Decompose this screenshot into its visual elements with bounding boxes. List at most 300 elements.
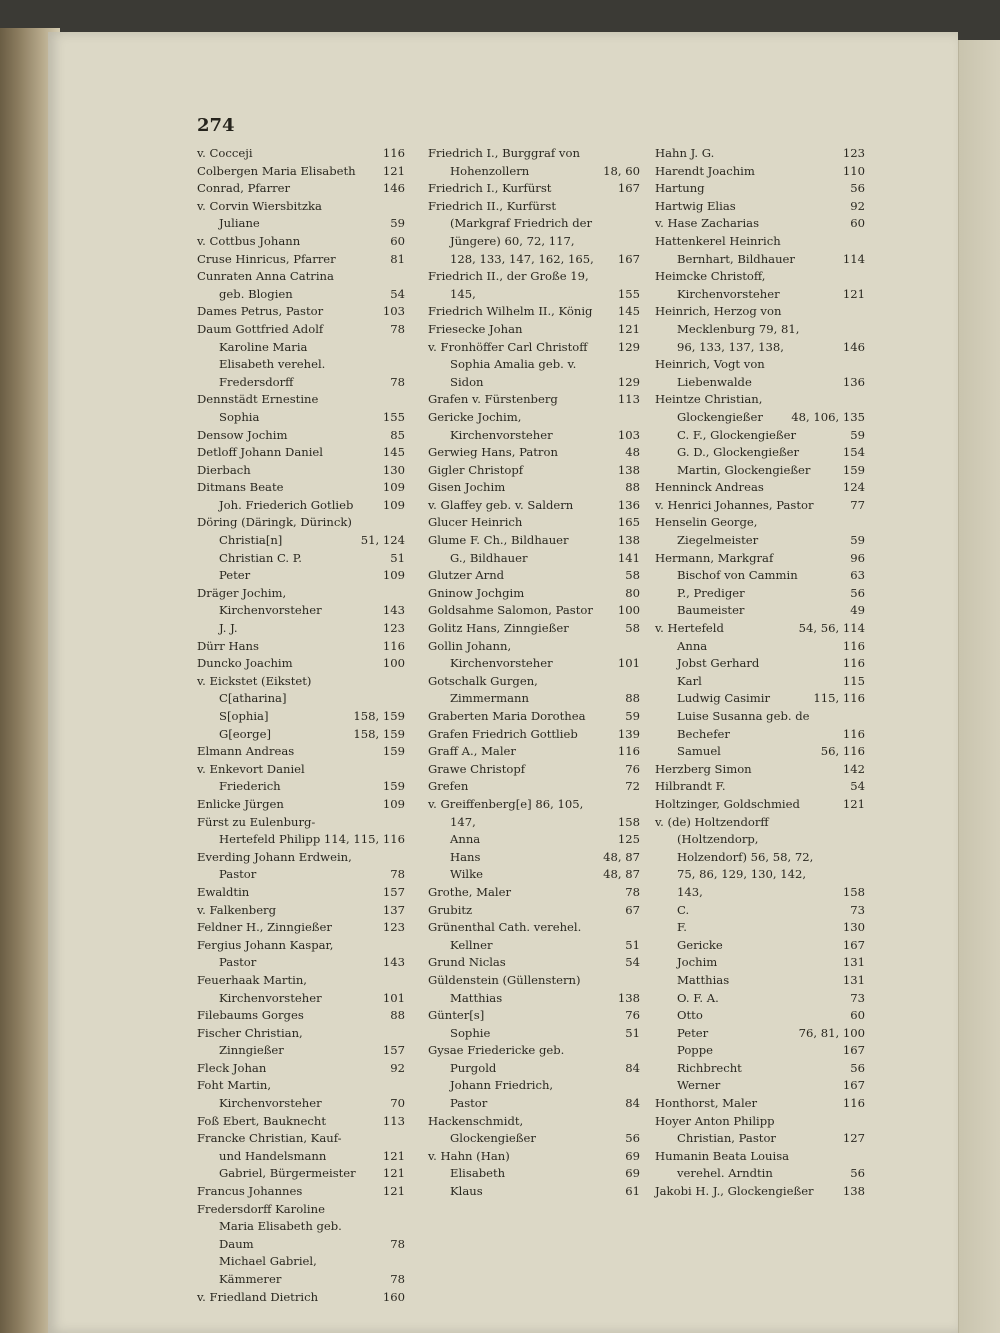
index-entry (197, 1289, 405, 1307)
index-entry (655, 1095, 865, 1113)
index-entry (428, 902, 640, 920)
entry-name: Friedrich I., Kurfürst (428, 181, 552, 196)
entry-name: Duncko Joachim (197, 656, 293, 671)
entry-pages: 54 (390, 286, 405, 301)
entry-pages: 158, 159 (353, 709, 405, 723)
index-entry (428, 726, 640, 744)
entry-pages: 56 (850, 181, 865, 196)
index-entry (655, 198, 865, 216)
entry-pages: 109 (382, 568, 405, 583)
entry-name: Martin, Glockengießer (677, 462, 811, 477)
entry-name: Baumeister (677, 603, 745, 618)
entry-pages: 121 (617, 321, 640, 336)
entry-pages: 63 (850, 568, 865, 583)
entry-pages: 56 (850, 1166, 865, 1181)
index-entry (428, 479, 640, 497)
entry-name: Elmann Andreas (197, 744, 295, 759)
entry-pages: 49 (850, 603, 865, 618)
entry-name: S[ophia] (219, 709, 269, 723)
entry-name: v. Enkevort Daniel Friederich (197, 761, 309, 794)
entry-name: Francke Christian, Kauf- und Handelsmann (197, 1131, 346, 1163)
entry-name: Ludwig Casimir (677, 691, 771, 706)
index-entry (197, 497, 405, 515)
index-entry (428, 268, 640, 303)
entry-name: Wilke (450, 867, 484, 882)
entry-name: Dames Petrus, Pastor (197, 304, 324, 319)
index-entry (428, 796, 640, 831)
entry-pages: 116 (842, 726, 865, 741)
entry-name: J. J. (219, 621, 238, 636)
entry-pages: 157 (382, 884, 405, 899)
entry-pages: 73 (850, 902, 865, 917)
index-entry (428, 831, 640, 849)
entry-name: Enlicke Jürgen (197, 796, 284, 811)
entry-pages: 129 (617, 374, 640, 389)
index-entry (428, 462, 640, 480)
entry-pages: 78 (390, 1236, 405, 1251)
index-entry (428, 849, 640, 867)
entry-pages: 125 (617, 832, 640, 847)
index-entry (428, 620, 640, 638)
entry-pages: 60 (850, 216, 865, 231)
entry-name: Densow Jochim (197, 427, 288, 442)
index-entry (197, 796, 405, 814)
entry-name: Hattenkerel Heinrich Bernhart, Bildhauer (655, 233, 795, 266)
entry-name: Sophie (450, 1025, 491, 1040)
entry-name: Döring (Däringk, Dürinck) Christia[n] (197, 515, 356, 548)
index-entry (428, 356, 640, 391)
entry-name: Hans (450, 849, 481, 864)
index-entry (428, 761, 640, 779)
index-entry (428, 1113, 640, 1148)
index-entry (655, 1148, 865, 1183)
index-entry (428, 1025, 640, 1043)
entry-pages: 56 (850, 585, 865, 600)
entry-pages: 116 (842, 1096, 865, 1111)
index-entry (428, 550, 640, 568)
entry-name: v. Hertefeld (655, 621, 724, 636)
index-entry (655, 690, 865, 708)
index-entry (655, 233, 865, 268)
entry-name: Gysae Friedericke geb. Purgold (428, 1043, 569, 1075)
index-entry (428, 673, 640, 708)
entry-pages: 100 (382, 656, 405, 671)
index-entry (197, 1201, 405, 1254)
entry-name: Johann Friedrich, Pastor (450, 1078, 557, 1111)
entry-pages: 78 (390, 321, 405, 336)
entry-name: Fleck Johan (197, 1060, 267, 1075)
entry-pages: 56 (625, 1131, 640, 1146)
entry-pages: 72 (625, 779, 640, 794)
entry-pages: 103 (617, 427, 640, 442)
entry-name: Detloff Johann Daniel (197, 445, 324, 460)
entry-name: Dürr Hans (197, 638, 259, 653)
index-entry (655, 145, 865, 163)
entry-name: G[eorge] (219, 726, 271, 741)
entry-pages: 92 (850, 198, 865, 213)
index-entry (655, 462, 865, 480)
entry-pages: 110 (842, 163, 865, 178)
index-entry (428, 1042, 640, 1077)
index-entry (197, 726, 405, 744)
entry-pages: 85 (390, 427, 405, 442)
entry-pages: 56, 116 (820, 744, 865, 759)
index-entry (655, 268, 865, 303)
entry-pages: 115, 116 (813, 691, 865, 706)
index-entry (428, 708, 640, 726)
entry-name: Heinrich, Herzog von Mecklenburg 79, 81, 96, 133, 137, 138, (655, 304, 804, 354)
entry-pages: 158 (617, 814, 640, 829)
entry-pages: 114 (842, 251, 865, 266)
index-entry (428, 532, 640, 550)
index-entry (655, 550, 865, 568)
entry-name: Karoline Maria Elisabeth verehel. Fredersdorff (219, 339, 330, 389)
entry-name: Poppe (677, 1043, 714, 1058)
entry-name: v. Glaffey geb. v. Saldern (428, 497, 574, 512)
entry-name: Dräger Jochim, Kirchenvorsteher (197, 585, 322, 618)
index-entry (428, 567, 640, 585)
entry-name: v. Falkenberg (197, 902, 277, 917)
entry-name: Gigler Christopf (428, 462, 524, 477)
entry-name: Glucer Heinrich (428, 515, 523, 530)
index-entry (197, 1165, 405, 1183)
entry-name: Peter (219, 568, 251, 583)
index-entry (428, 409, 640, 444)
index-entry (197, 567, 405, 585)
entry-pages: 142 (842, 761, 865, 776)
entry-pages: 69 (625, 1148, 640, 1163)
entry-pages: 84 (625, 1060, 640, 1075)
index-entry (428, 1007, 640, 1025)
entry-name: Colbergen Maria Elisabeth (197, 163, 356, 178)
entry-name: Herzberg Simon (655, 761, 752, 776)
index-entry (428, 444, 640, 462)
index-entry (655, 1077, 865, 1095)
index-entry (197, 937, 405, 972)
index-entry (197, 303, 405, 321)
entry-name: Werner (677, 1078, 721, 1093)
entry-name: Christian C. P. (219, 550, 302, 565)
entry-name: Günter[s] (428, 1008, 485, 1023)
index-entry (655, 1025, 865, 1043)
index-entry (655, 1042, 865, 1060)
index-entry (655, 602, 865, 620)
entry-pages: 121 (382, 1148, 405, 1163)
entry-pages: 160 (382, 1289, 405, 1304)
entry-pages: 54 (850, 779, 865, 794)
entry-pages: 167 (842, 1078, 865, 1093)
entry-name: Grawe Christopf (428, 761, 526, 776)
entry-name: v. Cottbus Johann (197, 233, 301, 248)
index-entry (655, 163, 865, 181)
entry-name: Peter (677, 1025, 709, 1040)
entry-name: Feuerhaak Martin, Kirchenvorsteher (197, 972, 322, 1005)
entry-name: Friedrich II., der Große 19, 145, (428, 269, 593, 301)
entry-pages: 109 (382, 796, 405, 811)
entry-pages: 54 (625, 955, 640, 970)
entry-pages: 78 (390, 867, 405, 882)
entry-name: Foß Ebert, Bauknecht (197, 1113, 327, 1128)
index-entry (428, 638, 640, 673)
index-entry (428, 585, 640, 603)
entry-pages: 100 (617, 603, 640, 618)
index-entry (197, 919, 405, 937)
entry-pages: 88 (625, 691, 640, 706)
index-entry (655, 391, 865, 426)
entry-pages: 141 (617, 550, 640, 565)
entry-name: v. Eickstet (Eikstet) C[atharina] (197, 673, 316, 706)
entry-pages: 69 (625, 1166, 640, 1181)
entry-name: Grefen (428, 779, 469, 794)
entry-pages: 138 (617, 533, 640, 548)
entry-name: Friedrich Wilhelm II., König (428, 304, 593, 319)
entry-name: Luise Susanna geb. de Bechefer (677, 709, 814, 741)
index-entry (428, 1148, 640, 1166)
entry-name: Glutzer Arnd (428, 568, 505, 583)
entry-name: Michael Gabriel, Kämmerer (219, 1254, 321, 1286)
entry-pages: 136 (617, 497, 640, 512)
entry-name: v. Hahn (Han) (428, 1148, 510, 1163)
entry-name: Friesecke Johan (428, 321, 523, 336)
index-column-1 (197, 145, 405, 1306)
index-entry (428, 391, 640, 409)
entry-name: Grünenthal Cath. verehel. Kellner (428, 920, 585, 952)
entry-name: C. (677, 902, 690, 917)
entry-pages: 88 (625, 480, 640, 495)
index-entry (428, 321, 640, 339)
entry-pages: 59 (850, 427, 865, 442)
entry-pages: 78 (625, 884, 640, 899)
index-entry (655, 585, 865, 603)
entry-name: Matthias (677, 972, 730, 987)
entry-pages: 78 (390, 374, 405, 389)
entry-name: Dierbach (197, 462, 251, 477)
entry-name: Anna (450, 832, 481, 847)
entry-name: v. Hase Zacharias (655, 216, 760, 231)
entry-pages: 131 (842, 972, 865, 987)
entry-pages: 146 (382, 181, 405, 196)
index-column-3 (655, 145, 865, 1201)
entry-pages: 76 (625, 761, 640, 776)
entry-pages: 138 (617, 462, 640, 477)
entry-pages: 130 (382, 462, 405, 477)
index-entry (655, 620, 865, 638)
entry-name: Graberten Maria Dorothea (428, 709, 586, 723)
entry-name: Joh. Friederich Gotlieb (219, 497, 354, 512)
index-entry (428, 602, 640, 620)
entry-name: Friedrich I., Burggraf von Hohenzollern (428, 146, 584, 178)
entry-pages: 70 (390, 1096, 405, 1111)
index-entry (428, 514, 640, 532)
index-entry (197, 268, 405, 303)
entry-name: Cunraten Anna Catrina geb. Blogien (197, 269, 338, 301)
entry-pages: 48 (625, 445, 640, 460)
index-entry (197, 145, 405, 163)
entry-pages: 115 (842, 673, 865, 688)
entry-pages: 109 (382, 497, 405, 512)
entry-pages: 60 (390, 233, 405, 248)
entry-name: Jobst Gerhard (677, 656, 760, 671)
entry-name: Humanin Beata Louisa verehel. Arndtin (655, 1148, 793, 1181)
index-entry (428, 1183, 640, 1201)
index-entry (655, 708, 865, 743)
index-entry (655, 638, 865, 656)
index-entry (197, 1007, 405, 1025)
entry-name: Foht Martin, Kirchenvorsteher (197, 1078, 322, 1111)
entry-name: Golitz Hans, Zinngießer (428, 621, 569, 636)
entry-name: Grafen v. Fürstenberg (428, 392, 558, 407)
index-column-2 (428, 145, 640, 1201)
index-entry (655, 902, 865, 920)
entry-pages: 145 (617, 304, 640, 319)
index-entry (655, 972, 865, 990)
index-entry (655, 497, 865, 515)
entry-name: Fürst zu Eulenburg-Hertefeld Philipp (197, 814, 321, 847)
index-entry (197, 391, 405, 426)
entry-pages: 158 (842, 884, 865, 899)
entry-pages: 59 (390, 216, 405, 231)
entry-pages: 48, 87 (603, 849, 640, 864)
entry-name: G. D., Glockengießer (677, 445, 800, 460)
entry-name: Hoyer Anton Philipp Christian, Pastor (655, 1113, 779, 1146)
entry-pages: 155 (617, 286, 640, 301)
entry-pages: 114, 115, 116 (323, 832, 405, 847)
index-entry (197, 849, 405, 884)
entry-name: Fergius Johann Kaspar, Pastor (197, 937, 338, 970)
entry-pages: 78 (390, 1272, 405, 1286)
entry-name: Henselin George, Ziegelmeister (655, 515, 762, 548)
index-entry (655, 1007, 865, 1025)
entry-name: Grafen Friedrich Gottlieb (428, 726, 578, 741)
entry-name: F. (677, 920, 687, 935)
entry-name: Heinrich, Vogt von Liebenwalde (655, 357, 769, 389)
entry-pages: 123 (382, 920, 405, 935)
entry-pages: 48, 106, 135 (791, 409, 865, 424)
entry-name: Güldenstein (Güllenstern) Matthias (428, 972, 585, 1005)
index-entry (197, 814, 405, 849)
index-entry (428, 954, 640, 972)
index-entry (197, 1113, 405, 1131)
index-entry (655, 356, 865, 391)
entry-name: Honthorst, Maler (655, 1096, 758, 1111)
entry-name: Hermann, Markgraf (655, 550, 774, 565)
entry-name: Glume F. Ch., Bildhauer (428, 533, 569, 548)
index-entry (428, 743, 640, 761)
index-entry (197, 180, 405, 198)
entry-pages: 113 (382, 1113, 405, 1128)
entry-name: Feldner H., Zinngießer (197, 920, 332, 935)
entry-pages: 60 (850, 1008, 865, 1023)
page-number: 274 (197, 115, 235, 136)
entry-pages: 48, 87 (603, 867, 640, 882)
entry-pages: 116 (842, 656, 865, 671)
index-entry (197, 708, 405, 726)
entry-name: Gninow Jochgim (428, 585, 525, 600)
entry-name: Anna (677, 638, 708, 653)
entry-pages: 159 (842, 462, 865, 477)
entry-pages: 130 (842, 920, 865, 935)
entry-name: Friedrich II., Kurfürst (Markgraf Friedrich der Jüngere) 60, 72, 117, 128, 133, 147, 162, 165, (428, 198, 596, 266)
entry-name: Gericke (677, 937, 723, 952)
entry-name: O. F. A. (677, 990, 719, 1005)
entry-pages: 56 (850, 1060, 865, 1075)
index-entry (197, 655, 405, 673)
entry-name: Gericke Jochim, Kirchenvorsteher (428, 409, 553, 442)
entry-pages: 113 (617, 392, 640, 407)
index-entry (197, 427, 405, 445)
entry-name: v. Friedland Dietrich (197, 1289, 319, 1304)
index-entry (655, 990, 865, 1008)
index-entry (655, 180, 865, 198)
entry-pages: 154 (842, 445, 865, 460)
index-entry (197, 620, 405, 638)
entry-pages: 101 (382, 990, 405, 1005)
entry-name: Hilbrandt F. (655, 779, 726, 794)
index-entry (428, 919, 640, 954)
entry-pages: 77 (850, 497, 865, 512)
index-entry (655, 479, 865, 497)
entry-name: P., Prediger (677, 585, 745, 600)
entry-pages: 124 (842, 480, 865, 495)
entry-pages: 131 (842, 955, 865, 970)
entry-name: Hartung (655, 181, 705, 196)
index-entry (197, 1183, 405, 1201)
entry-name: Gotschalk Gurgen, Zimmermann (428, 673, 542, 706)
entry-pages: 51 (625, 937, 640, 952)
entry-pages: 103 (382, 304, 405, 319)
entry-name: Cruse Hinricus, Pfarrer (197, 251, 336, 266)
index-entry (197, 902, 405, 920)
index-entry (655, 1183, 865, 1201)
entry-pages: 157 (382, 1043, 405, 1058)
entry-pages: 121 (382, 163, 405, 178)
index-entry (428, 866, 640, 884)
index-entry (197, 479, 405, 497)
entry-pages: 121 (382, 1184, 405, 1199)
entry-pages: 59 (850, 533, 865, 548)
entry-pages: 137 (382, 902, 405, 917)
entry-name: Hartwig Elias (655, 198, 736, 213)
index-entry (197, 251, 405, 269)
entry-pages: 88 (390, 1008, 405, 1023)
index-entry (197, 339, 405, 392)
entry-name: v. (de) Holtzendorff (Holtzendorp, Holzendorf) 56, 58, 72, 75, 86, 129, 130, 142, 143, (655, 814, 818, 899)
entry-pages: 123 (382, 621, 405, 636)
entry-name: Graff A., Maler (428, 744, 516, 759)
entry-pages: 109 (382, 480, 405, 495)
entry-pages: 159 (382, 779, 405, 794)
entry-pages: 143 (382, 603, 405, 618)
entry-name: v. Fronhöffer Carl Christoff (428, 339, 588, 354)
index-entry (197, 1253, 405, 1288)
index-entry (655, 427, 865, 445)
index-entry (655, 444, 865, 462)
entry-name: Heimcke Christoff, Kirchenvorsteher (655, 269, 780, 301)
index-entry (655, 778, 865, 796)
entry-name: Elisabeth (450, 1166, 506, 1181)
index-entry (428, 497, 640, 515)
entry-name: G., Bildhauer (450, 550, 528, 565)
index-entry (655, 215, 865, 233)
index-entry (197, 638, 405, 656)
entry-pages: 51 (390, 550, 405, 565)
index-entry (655, 796, 865, 814)
entry-name: Heintze Christian, Glockengießer (655, 392, 767, 424)
entry-name: Karl (677, 673, 702, 688)
entry-name: C. F., Glockengießer (677, 427, 797, 442)
entry-pages: 58 (625, 621, 640, 636)
entry-name: Gabriel, Bürgermeister (219, 1166, 356, 1181)
